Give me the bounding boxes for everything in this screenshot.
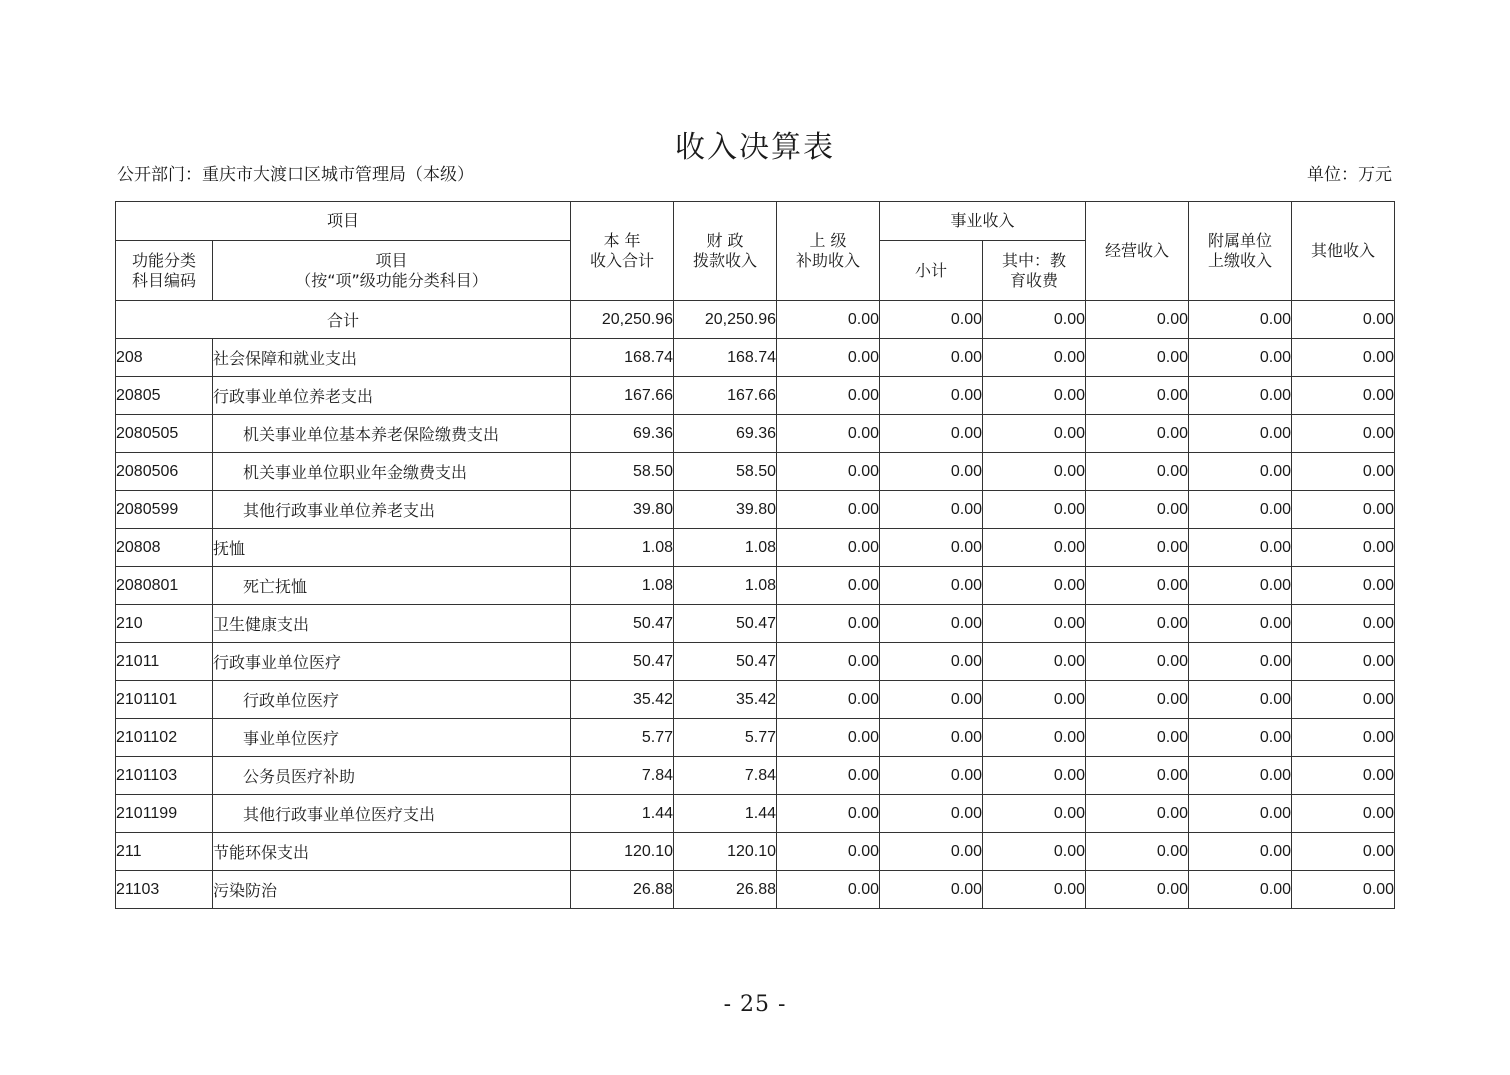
unit-label: 单位：万元	[1307, 165, 1392, 185]
row-value: 0.00	[777, 567, 880, 605]
row-code: 21103	[116, 871, 213, 909]
header-education-fee	[983, 241, 1086, 301]
row-name: 污染防治	[213, 871, 571, 909]
row-value: 0.00	[1086, 453, 1189, 491]
row-value: 0.00	[777, 415, 880, 453]
row-value: 0.00	[983, 339, 1086, 377]
row-name: 机关事业单位职业年金缴费支出	[213, 453, 571, 491]
table-row	[116, 605, 1395, 643]
row-name: 行政事业单位医疗	[213, 643, 571, 681]
table-row	[116, 833, 1395, 871]
row-value: 168.74	[571, 339, 674, 377]
row-value: 26.88	[674, 871, 777, 909]
row-value: 0.00	[1086, 567, 1189, 605]
row-value: 0.00	[1189, 567, 1292, 605]
row-value: 5.77	[674, 719, 777, 757]
row-value: 0.00	[1189, 415, 1292, 453]
row-value: 0.00	[880, 757, 983, 795]
row-value: 0.00	[777, 795, 880, 833]
row-value: 0.00	[1189, 871, 1292, 909]
row-value: 0.00	[1086, 681, 1189, 719]
row-name: 事业单位医疗	[213, 719, 571, 757]
row-value: 0.00	[1292, 757, 1395, 795]
total-label: 合计	[116, 301, 571, 339]
row-value: 0.00	[983, 757, 1086, 795]
row-value: 0.00	[1189, 833, 1292, 871]
row-value: 0.00	[983, 833, 1086, 871]
row-code: 2101101	[116, 681, 213, 719]
row-value: 7.84	[674, 757, 777, 795]
row-value: 0.00	[983, 567, 1086, 605]
page-title: 收入决算表	[675, 130, 835, 165]
row-code: 2080505	[116, 415, 213, 453]
row-value: 0.00	[777, 833, 880, 871]
row-code: 2101102	[116, 719, 213, 757]
row-value: 0.00	[1189, 377, 1292, 415]
table-row	[116, 491, 1395, 529]
row-value: 0.00	[1189, 719, 1292, 757]
row-name: 卫生健康支出	[213, 605, 571, 643]
header-fiscal-income-text: 财 政 拨款收入	[693, 231, 758, 270]
row-value: 0.00	[1086, 377, 1189, 415]
row-value: 0.00	[1086, 643, 1189, 681]
row-name: 行政事业单位养老支出	[213, 377, 571, 415]
income-final-accounts-table	[115, 201, 1395, 909]
table-row	[116, 871, 1395, 909]
header-other-income: 其他收入	[1292, 202, 1395, 301]
row-value: 0.00	[1292, 491, 1395, 529]
row-value: 0.00	[1292, 871, 1395, 909]
row-value: 0.00	[777, 719, 880, 757]
total-value: 20,250.96	[571, 301, 674, 339]
row-value: 0.00	[777, 453, 880, 491]
row-value: 58.50	[674, 453, 777, 491]
row-value: 50.47	[674, 605, 777, 643]
row-name: 其他行政事业单位养老支出	[213, 491, 571, 529]
row-value: 0.00	[1189, 339, 1292, 377]
row-value: 0.00	[777, 491, 880, 529]
row-value: 0.00	[880, 529, 983, 567]
table-row	[116, 795, 1395, 833]
header-operating-income: 经营收入	[1086, 202, 1189, 301]
row-value: 1.08	[674, 529, 777, 567]
row-value: 1.44	[674, 795, 777, 833]
row-name: 其他行政事业单位医疗支出	[213, 795, 571, 833]
row-code: 2080801	[116, 567, 213, 605]
header-name	[213, 241, 571, 301]
row-value: 0.00	[983, 605, 1086, 643]
total-value: 0.00	[777, 301, 880, 339]
row-value: 50.47	[571, 605, 674, 643]
row-code: 20805	[116, 377, 213, 415]
row-value: 50.47	[674, 643, 777, 681]
row-value: 0.00	[880, 681, 983, 719]
row-value: 0.00	[983, 529, 1086, 567]
table-row	[116, 681, 1395, 719]
row-value: 0.00	[777, 377, 880, 415]
header-affiliated-income	[1189, 202, 1292, 301]
row-value: 0.00	[1189, 491, 1292, 529]
row-value: 0.00	[983, 415, 1086, 453]
row-value: 58.50	[571, 453, 674, 491]
row-name: 机关事业单位基本养老保险缴费支出	[213, 415, 571, 453]
header-code-text: 功能分类 科目编码	[131, 250, 196, 290]
row-value: 0.00	[880, 643, 983, 681]
row-code: 208	[116, 339, 213, 377]
header-business-income-group: 事业收入	[880, 202, 1086, 241]
row-value: 35.42	[571, 681, 674, 719]
table-row	[116, 453, 1395, 491]
row-value: 0.00	[1292, 567, 1395, 605]
row-value: 0.00	[983, 377, 1086, 415]
row-value: 0.00	[1292, 795, 1395, 833]
row-value: 0.00	[880, 605, 983, 643]
row-value: 1.44	[571, 795, 674, 833]
total-value: 20,250.96	[674, 301, 777, 339]
row-name: 公务员医疗补助	[213, 757, 571, 795]
row-value: 0.00	[1292, 719, 1395, 757]
row-value: 0.00	[880, 871, 983, 909]
header-total-income-text: 本 年 收入合计	[590, 231, 655, 270]
row-value: 0.00	[880, 377, 983, 415]
total-value: 0.00	[880, 301, 983, 339]
row-value: 0.00	[777, 871, 880, 909]
row-value: 0.00	[1086, 339, 1189, 377]
header-superior-subsidy-text: 上 级 补助收入	[796, 231, 861, 270]
total-value: 0.00	[983, 301, 1086, 339]
header-superior-subsidy	[777, 202, 880, 301]
row-value: 0.00	[1086, 605, 1189, 643]
total-row	[116, 301, 1395, 339]
row-name: 行政单位医疗	[213, 681, 571, 719]
row-value: 168.74	[674, 339, 777, 377]
table-row	[116, 415, 1395, 453]
row-name: 节能环保支出	[213, 833, 571, 871]
row-value: 1.08	[674, 567, 777, 605]
row-code: 210	[116, 605, 213, 643]
table-row	[116, 529, 1395, 567]
row-value: 0.00	[1086, 757, 1189, 795]
row-value: 0.00	[777, 529, 880, 567]
row-value: 0.00	[1292, 453, 1395, 491]
row-value: 0.00	[1292, 339, 1395, 377]
row-value: 0.00	[1189, 643, 1292, 681]
row-value: 7.84	[571, 757, 674, 795]
header-fiscal-income	[674, 202, 777, 301]
row-value: 0.00	[1086, 491, 1189, 529]
row-value: 0.00	[1189, 453, 1292, 491]
row-value: 0.00	[983, 719, 1086, 757]
row-value: 0.00	[1292, 605, 1395, 643]
header-project-group: 项目	[116, 202, 571, 241]
table-row	[116, 567, 1395, 605]
row-value: 0.00	[1189, 757, 1292, 795]
row-value: 69.36	[674, 415, 777, 453]
row-value: 0.00	[1292, 643, 1395, 681]
row-value: 0.00	[880, 491, 983, 529]
row-value: 0.00	[777, 339, 880, 377]
row-value: 0.00	[1086, 833, 1189, 871]
table-row	[116, 643, 1395, 681]
row-code: 20808	[116, 529, 213, 567]
row-name: 死亡抚恤	[213, 567, 571, 605]
row-value: 39.80	[674, 491, 777, 529]
table-row	[116, 757, 1395, 795]
row-value: 0.00	[1189, 795, 1292, 833]
row-value: 39.80	[571, 491, 674, 529]
table-row	[116, 339, 1395, 377]
row-value: 0.00	[1189, 681, 1292, 719]
header-subtotal: 小计	[880, 241, 983, 301]
total-value: 0.00	[1292, 301, 1395, 339]
row-code: 211	[116, 833, 213, 871]
row-value: 35.42	[674, 681, 777, 719]
header-affiliated-income-text: 附属单位 上缴收入	[1208, 231, 1273, 270]
row-value: 0.00	[1292, 415, 1395, 453]
row-value: 0.00	[1086, 871, 1189, 909]
row-value: 1.08	[571, 567, 674, 605]
row-value: 0.00	[880, 453, 983, 491]
row-value: 0.00	[777, 643, 880, 681]
row-value: 1.08	[571, 529, 674, 567]
row-value: 0.00	[777, 605, 880, 643]
row-value: 0.00	[880, 567, 983, 605]
row-value: 0.00	[880, 795, 983, 833]
row-code: 2101103	[116, 757, 213, 795]
row-value: 0.00	[983, 643, 1086, 681]
row-value: 120.10	[571, 833, 674, 871]
table-body	[116, 301, 1395, 909]
header-education-fee-text: 其中：教 育收费	[1002, 250, 1067, 290]
row-value: 0.00	[880, 833, 983, 871]
row-value: 0.00	[1292, 833, 1395, 871]
row-code: 2101199	[116, 795, 213, 833]
table-row	[116, 719, 1395, 757]
row-value: 0.00	[1189, 605, 1292, 643]
row-value: 120.10	[674, 833, 777, 871]
row-value: 167.66	[571, 377, 674, 415]
row-value: 0.00	[880, 719, 983, 757]
row-name: 社会保障和就业支出	[213, 339, 571, 377]
row-value: 0.00	[1292, 529, 1395, 567]
row-value: 0.00	[1189, 529, 1292, 567]
header-total-income	[571, 202, 674, 301]
row-value: 0.00	[880, 339, 983, 377]
row-value: 26.88	[571, 871, 674, 909]
row-value: 0.00	[983, 453, 1086, 491]
row-value: 0.00	[983, 795, 1086, 833]
row-value: 0.00	[983, 681, 1086, 719]
row-value: 0.00	[777, 681, 880, 719]
row-code: 2080599	[116, 491, 213, 529]
row-code: 2080506	[116, 453, 213, 491]
row-value: 50.47	[571, 643, 674, 681]
page-number: - 25 -	[723, 992, 787, 1017]
row-value: 69.36	[571, 415, 674, 453]
header-name-text: 项目 （按“项”级功能分类科目）	[295, 250, 488, 290]
row-value: 0.00	[1086, 415, 1189, 453]
row-value: 0.00	[983, 871, 1086, 909]
row-value: 167.66	[674, 377, 777, 415]
row-value: 0.00	[1292, 377, 1395, 415]
table-row	[116, 377, 1395, 415]
row-code: 21011	[116, 643, 213, 681]
row-value: 0.00	[1086, 529, 1189, 567]
row-value: 0.00	[880, 415, 983, 453]
department-label: 公开部门：重庆市大渡口区城市管理局（本级）	[117, 165, 474, 185]
row-value: 5.77	[571, 719, 674, 757]
total-value: 0.00	[1086, 301, 1189, 339]
row-name: 抚恤	[213, 529, 571, 567]
row-value: 0.00	[777, 757, 880, 795]
row-value: 0.00	[1292, 681, 1395, 719]
header-code	[116, 241, 213, 301]
row-value: 0.00	[983, 491, 1086, 529]
row-value: 0.00	[1086, 795, 1189, 833]
total-value: 0.00	[1189, 301, 1292, 339]
row-value: 0.00	[1086, 719, 1189, 757]
